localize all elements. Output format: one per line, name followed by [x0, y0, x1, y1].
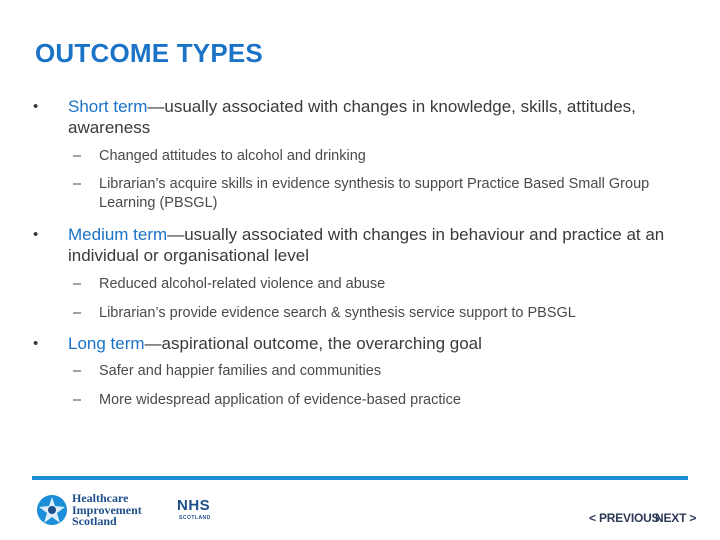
hi-logo-line: Improvement — [72, 502, 142, 517]
hi-emblem-icon — [36, 494, 68, 526]
bullet-dot: • — [33, 98, 39, 115]
sub-bullet — [33, 391, 693, 410]
bullet-dot: • — [33, 226, 39, 243]
sub-dash: – — [73, 392, 82, 408]
sub-text: Librarian’s acquire skills in evidence synthesis to support Practice Based Small Group Learning (PBSGL) — [99, 176, 650, 211]
sub-dash: – — [73, 305, 82, 321]
sub-bullet — [33, 175, 693, 213]
sub-text: More widespread application of evidence-based practice — [99, 392, 461, 408]
term-medium: Medium term — [68, 225, 168, 244]
sub-dash: – — [73, 148, 82, 164]
term-short: Short term — [68, 97, 148, 116]
bullet-dot: • — [33, 335, 39, 352]
bullet-text: —usually associated with changes in behaviour and practice at an individual or organisational level — [68, 225, 665, 265]
sub-dash: – — [73, 363, 82, 379]
footer-divider — [32, 476, 688, 480]
bullet-text: —usually associated with changes in knowledge, skills, attitudes, awareness — [68, 97, 636, 137]
bullet-text: —aspirational outcome, the overarching goal — [144, 334, 482, 353]
sub-text: Changed attitudes to alcohol and drinking — [99, 148, 366, 164]
nhs-logo-sub: SCOTLAND — [179, 515, 211, 521]
footer — [0, 486, 720, 540]
nhs-logo: NHS — [177, 497, 211, 514]
slide-title: OUTCOME TYPES — [35, 38, 263, 68]
term-long: Long term — [68, 334, 145, 353]
sub-bullet — [33, 362, 693, 381]
hi-logo-line: Scotland — [72, 514, 117, 528]
bullet-medium-term — [33, 224, 693, 266]
previous-button[interactable]: < PREVIOUS — [589, 511, 660, 525]
sub-bullet — [33, 147, 693, 166]
bullet-short-term — [33, 96, 693, 138]
sub-text: Reduced alcohol-related violence and abuse — [99, 276, 386, 292]
sub-dash: – — [73, 276, 82, 292]
sub-text: Safer and happier families and communities — [99, 363, 382, 379]
sub-bullet — [33, 275, 693, 294]
slide-content — [33, 96, 693, 410]
hi-logo-text — [72, 493, 142, 528]
sub-dash: – — [73, 176, 82, 192]
sub-text: Librarian’s provide evidence search & synthesis service support to PBSGL — [99, 305, 576, 321]
next-button[interactable]: NEXT > — [655, 511, 697, 525]
sub-bullet — [33, 304, 693, 323]
bullet-long-term — [33, 333, 693, 354]
hi-logo-line: Healthcare — [72, 491, 129, 505]
